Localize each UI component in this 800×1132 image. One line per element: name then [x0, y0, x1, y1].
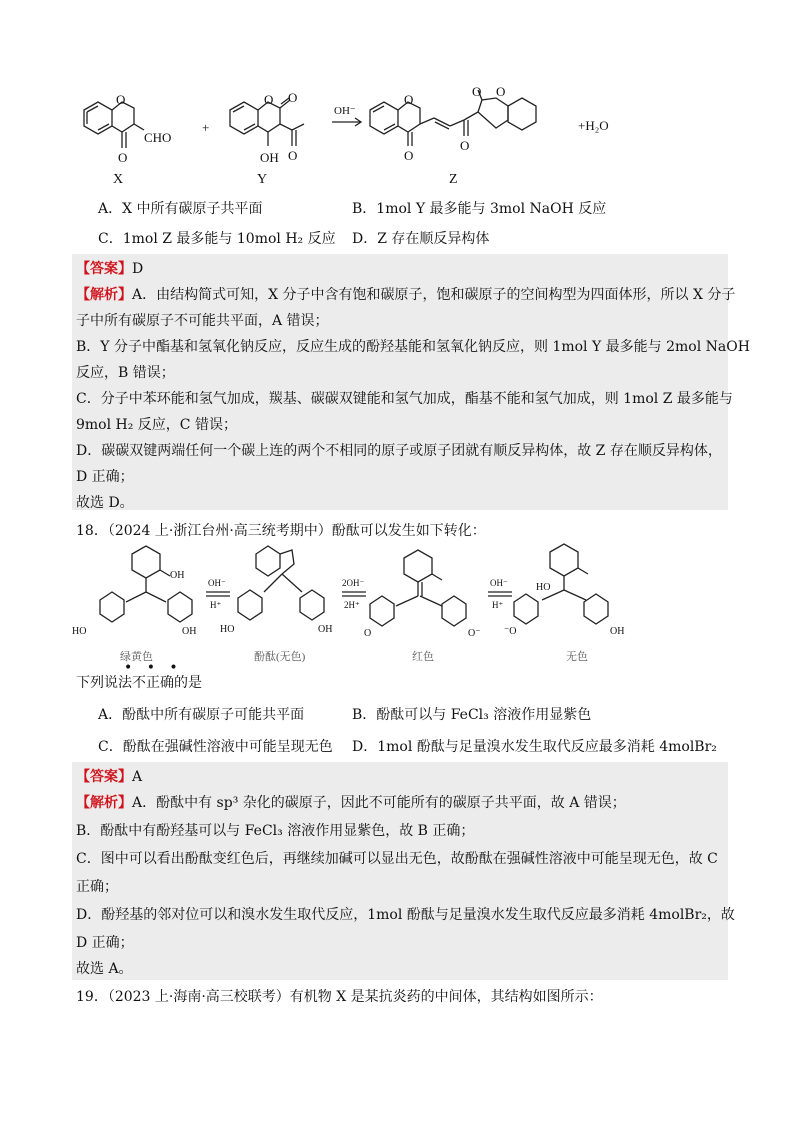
y-lactone-o: O	[288, 90, 298, 105]
ho-label-1: HO	[72, 626, 87, 637]
q17-analysis-line-6: 9mol H₂ 反应，C 错误；	[76, 417, 237, 433]
q18-analysis-line-4: 正确；	[76, 879, 118, 895]
z-lactone-o1: O	[472, 84, 482, 99]
q18-answer-tag: 【答案】	[76, 769, 132, 785]
q18-option-a: A．酚酞中所有碳原子可能共平面	[98, 707, 305, 723]
arrow3-top: OH⁻	[490, 578, 508, 588]
q17-option-a: A．X 中所有碳原子共平面	[98, 201, 263, 217]
caption-2: 酚酞(无色)	[254, 651, 306, 663]
ho-label-5: HO	[536, 582, 551, 593]
q17-answer-value: D	[132, 261, 144, 277]
q17-analysis-line-5: C．分子中苯环能和氢气加成，羰基、碳碳双键能和氢气加成，酯基不能和氢气加成，则 1mol Z 最多能与	[76, 391, 733, 407]
q18-option-b: B．酚酞可以与 FeCl₃ 溶液作用显紫色	[352, 707, 592, 723]
arrow3-bottom: H⁺	[492, 600, 504, 610]
label-y: Y	[257, 172, 268, 187]
reaction-scheme-17	[60, 84, 740, 188]
label-x: X	[113, 172, 124, 187]
x-cho: CHO	[144, 130, 172, 145]
caption-4: 无色	[566, 651, 588, 663]
q18-analysis-tag: 【解析】	[76, 795, 132, 811]
q18-option-d: D．1mol 酚酞与足量溴水发生取代反应最多消耗 4molBr₂	[352, 739, 717, 755]
q18-analysis-line-2: B．酚酞中有酚羟基可以与 FeCl₃ 溶液作用显紫色，故 B 正确；	[76, 823, 475, 839]
q18-analysis-line-5: D．酚羟基的邻对位可以和溴水发生取代反应，1mol 酚酞与足量溴水发生取代反应最多消耗 4molBr₂，故	[76, 907, 735, 923]
y-oh: OH	[260, 150, 279, 165]
arrow2-top: 2OH⁻	[342, 578, 365, 588]
label-z: Z	[449, 172, 458, 187]
oh-label: OH	[170, 570, 185, 581]
structure-colorless	[514, 544, 608, 624]
x-ring-o: O	[116, 92, 126, 107]
oh-label-6: OH	[610, 626, 625, 637]
q17-analysis-line-9: 故选 D。	[76, 495, 134, 511]
emphasis-dots: • • •	[124, 660, 183, 676]
oh-label-2: OH	[182, 626, 197, 637]
q17-answer-line	[76, 258, 143, 278]
o-label-red-1: O	[364, 628, 372, 639]
q17-analysis-line-3: B．Y 分子中酯基和氢氧化钠反应，反应生成的酚羟基能和氢氧化钠反应，则 1mol Y 最多能与 2mol NaOH	[76, 339, 750, 355]
structure-phenolphthalein	[238, 546, 324, 620]
z-ring-o: O	[404, 92, 414, 107]
q17-option-c: C．1mol Z 最多能与 10mol H₂ 反应	[98, 231, 336, 247]
x-carbonyl-o: O	[118, 150, 128, 165]
o-label-red-2: O⁻	[468, 628, 481, 639]
caption-3: 红色	[412, 651, 434, 663]
arrow2-bottom: 2H⁺	[344, 600, 360, 610]
q18-answer-value: A	[132, 769, 143, 785]
phenolphthalein-scheme	[70, 544, 730, 664]
ho-label-3: HO	[220, 624, 235, 635]
q17-analysis-line-7: D．碳碳双键两端任何一个碳上连的两个不相同的原子或原子团就有顺反异构体，故 Z 存在顺反异构体，	[76, 443, 722, 459]
q17-analysis-line-1: 【解析】A．由结构简式可知，X 分子中含有饱和碳原子，饱和碳原子的空间构型为四面体形，所以 X 分子	[76, 287, 736, 303]
q18-question: 下列说法不正确的是	[76, 675, 202, 691]
q18-stem: 18．（2024 上·浙江台州·高三统考期中）酚酞可以发生如下转化：	[76, 523, 486, 539]
answer-tag: 【答案】	[76, 261, 132, 277]
structure-green-yellow	[100, 546, 192, 622]
molecule-z	[370, 90, 536, 146]
q18-analysis-line-1: 【解析】A．酚酞中有 sp³ 杂化的碳原子，因此不可能所有的碳原子共平面，故 A 错误；	[76, 795, 626, 811]
q19-stem: 19．（2023 上·海南·高三校联考）有机物 X 是某抗炎药的中间体，其结构如图所示：	[76, 989, 603, 1005]
q18-analysis-line-6: D 正确；	[76, 935, 134, 951]
q17-analysis-line-2: 子中所有碳原子不可能共平面，A 错误；	[76, 313, 329, 329]
y-ring-o: O	[264, 92, 274, 107]
q18-analysis-line-7: 故选 A。	[76, 961, 133, 977]
q18-answer-line	[76, 766, 142, 786]
oh-label-4: OH	[318, 624, 333, 635]
q18-option-c: C．酚酞在强碱性溶液中可能呈现无色	[98, 739, 333, 755]
caption-1: 绿黄色	[120, 651, 153, 663]
q18-analysis-line-3: C．图中可以看出酚酞变红色后，再继续加碱可以显出无色，故酚酞在强碱性溶液中可能呈现无色，故 C	[76, 851, 718, 867]
molecule-x	[84, 102, 144, 148]
analysis-tag: 【解析】	[76, 287, 132, 303]
z-lactone-o2: O	[496, 84, 506, 99]
arrow1-top: OH⁻	[208, 578, 226, 588]
q17-analysis-line-8: D 正确；	[76, 469, 134, 485]
q17-option-d: D．Z 存在顺反异构体	[352, 231, 490, 247]
q17-analysis-line-4: 反应，B 错误；	[76, 365, 175, 381]
plus-sign: +	[202, 120, 210, 135]
byproduct-water: +H₂O	[578, 118, 609, 133]
z-ketone-o: O	[404, 148, 414, 163]
o-label-colorless-1: ⁻O	[504, 626, 517, 637]
structure-red	[370, 550, 466, 626]
q17-option-b: B．1mol Y 最多能与 3mol NaOH 反应	[352, 201, 607, 217]
z-enone-o: O	[460, 138, 470, 153]
y-ketone-o: O	[288, 148, 298, 163]
reagent-oh: OH⁻	[334, 105, 356, 117]
arrow1-bottom: H⁺	[210, 600, 222, 610]
